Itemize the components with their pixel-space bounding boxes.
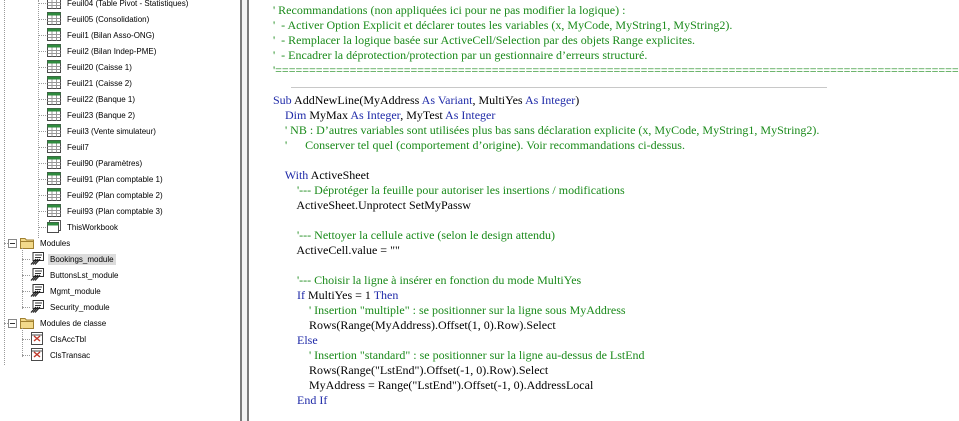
code-comment-line: ' Insertion "multiple" : se positionner sur la ligne sous MyAddress [273,303,626,317]
code-comment-line: ' - Encadrer la déprotection/protection par un gestionnaire d’erreurs structuré. [273,48,648,62]
code-line: MyAddress = Range("LstEnd").Offset(-1, 0).AddressLocal [273,378,594,392]
code-line: End If [297,393,328,407]
tree-folder-label: Modules [40,238,71,248]
tree-item-label: Bookings_module [50,254,114,264]
excel-sheet-icon [47,60,65,75]
collapse-icon[interactable] [8,239,17,248]
tree-item-class[interactable] [30,331,88,347]
code-comment-line: ' NB : D’autres variables sont utilisées plus bas sans déclaration explicite (x, MyCode, MyString1, MyString2). [273,123,820,137]
excel-sheet-icon [47,108,65,123]
code-comment-line: '===================================================================================================== [273,63,959,77]
excel-sheet-icon [47,12,65,27]
tree-item-label: Feuil3 (Vente simulateur) [67,126,156,136]
tree-item-label: Feuil21 (Caisse 2) [67,78,132,88]
tree-item-sheet[interactable] [47,11,151,27]
code-line: Rows(Range(MyAddress).Offset(1, 0).Row).Select [273,318,556,332]
tree-item-module[interactable] [30,283,103,299]
tree-item-label: ClsAccTbl [50,334,87,344]
module-icon [30,300,48,315]
code-line: Dim MyMax As Integer, MyTest As Integer [285,108,496,122]
code-line: Rows(Range("LstEnd").Offset(-1, 0).Row).Select [273,363,549,377]
tree-item-sheet[interactable] [47,27,157,43]
tree-item-label: ThisWorkbook [67,222,118,232]
tree-item-sheet[interactable] [47,187,165,203]
code-comment-line: ' - Remplacer la logique basée sur ActiveCell/Selection par des objets Range explicites. [273,33,696,47]
tree-item-class[interactable] [30,347,92,363]
code-comment-line: ' - Activer Option Explicit et déclarer toutes les variables (x, MyCode, MyString1, MyString2). [273,18,733,32]
tree-item-sheet[interactable] [47,219,120,235]
tree-item-sheet[interactable] [47,123,158,139]
tree-item-label: Feuil90 (Paramètres) [67,158,143,168]
tree-item-sheet[interactable] [47,171,165,187]
tree-item-module[interactable] [30,267,121,283]
tree-item-sheet[interactable] [47,203,165,219]
code-editor[interactable] [249,0,959,421]
excel-sheet-icon [47,172,65,187]
module-icon [30,252,48,267]
collapse-icon[interactable] [8,319,17,328]
excel-sheet-icon [47,0,65,11]
tree-item-label: Feuil22 (Banque 1) [67,94,136,104]
tree-item-sheet[interactable] [47,107,137,123]
module-icon [30,284,48,299]
tree-item-label: Feuil2 (Bilan Indep-PME) [67,46,157,56]
tree-folder-modules[interactable] [8,235,72,251]
code-comment-line: '--- Déprotéger la feuille pour autoriser les insertions / modifications [273,183,625,197]
tree-item-sheet[interactable] [47,139,91,155]
project-explorer [0,0,240,421]
code-line: With ActiveSheet [284,168,370,182]
excel-sheet-icon [47,156,65,171]
module-icon [30,268,48,283]
excel-sheet-icon [47,124,65,139]
tree-item-label: ButtonsLst_module [50,270,119,280]
separator [291,87,827,88]
code-comment-line: '--- Choisir la ligne à insérer en fonction du mode MultiYes [273,273,582,287]
tree-item-sheet[interactable] [47,75,134,91]
tree-item-label: Feuil93 (Plan comptable 3) [67,206,163,216]
excel-workbook-icon [47,220,65,235]
code-comment-line: ' Conserver tel quel (comportement d’origine). Voir recommandations ci-dessus. [273,138,685,152]
tree-item-module[interactable] [30,251,116,267]
tree-item-label: Feuil92 (Plan comptable 2) [67,190,163,200]
code-line: Sub AddNewLine(MyAddress As Variant, MultiYes As Integer) [273,93,580,107]
tree-item-sheet[interactable] [47,0,190,11]
excel-sheet-icon [47,28,65,43]
code-comment-line: ' Insertion "standard" : se positionner sur la ligne au-dessus de LstEnd [273,348,645,362]
code-line: ActiveCell.value = "" [273,243,400,257]
tree-item-sheet[interactable] [47,43,158,59]
class-module-icon [30,332,48,347]
code-comment-line: '--- Nettoyer la cellule active (selon le design attendu) [273,228,556,242]
tree-item-sheet[interactable] [47,91,137,107]
code-comment-line: ' Recommandations (non appliquées ici pour ne pas modifier la logique) : [273,3,626,17]
tree-item-label: Mgmt_module [50,286,101,296]
tree-item-label: Security_module [50,302,110,312]
tree-folder-label: Modules de classe [40,318,107,328]
class-module-icon [30,348,48,363]
tree-item-label: Feuil23 (Banque 2) [67,110,136,120]
tree-item-sheet[interactable] [47,155,144,171]
excel-sheet-icon [47,92,65,107]
tree-item-label: Feuil05 (Consolidation) [67,14,150,24]
tree-item-label: Feuil20 (Caisse 1) [67,62,132,72]
excel-sheet-icon [47,188,65,203]
excel-sheet-icon [47,44,65,59]
pane-splitter[interactable] [240,0,249,421]
tree-item-sheet[interactable] [47,59,134,75]
excel-sheet-icon [47,140,65,155]
excel-sheet-icon [47,76,65,91]
code-line: ActiveSheet.Unprotect SetMyPassw [273,198,471,212]
tree-item-label: Feuil04 (Table Pivot - Statistiques) [67,0,189,8]
tree-item-label: ClsTransac [50,350,91,360]
tree-item-label: Feuil91 (Plan comptable 1) [67,174,163,184]
tree-item-label: Feuil1 (Bilan Asso-ONG) [67,30,155,40]
tree-item-label: Feuil7 [67,142,89,152]
code-line: Else [297,333,318,347]
tree-folder-class-modules[interactable] [8,315,108,331]
code-line: If MultiYes = 1 Then [297,288,399,302]
tree-item-module[interactable] [30,299,112,315]
excel-sheet-icon [47,204,65,219]
